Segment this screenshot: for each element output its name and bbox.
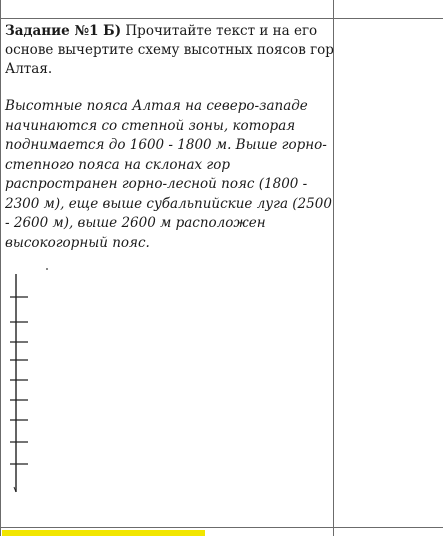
task-heading bbox=[5, 22, 335, 79]
altitude-scale-axis bbox=[0, 262, 80, 498]
highlighted-text-fragment bbox=[2, 530, 205, 536]
stray-dot bbox=[46, 268, 48, 270]
task-instruction: Прочитайте текст и на его основе вычертите схему высотных поясов гор Алтая. bbox=[5, 23, 334, 77]
task-passage: Высотные пояса Алтая на северо-западе начинаются со степной зоны, которая поднимается до 1600 - 1800 м. Выше горно-степного пояса на склонах гор распространен горно-лесной пояс (1800 - 2300 м), еще выше субальпийские луга (2500 - 2600 м), выше 2600 м расположен высокогорный пояс. bbox=[5, 98, 332, 251]
axis-tick-marks bbox=[10, 297, 28, 464]
task-number-label: Задание №1 Б) bbox=[5, 23, 122, 39]
table-border-top bbox=[0, 18, 443, 19]
table-column-divider bbox=[333, 0, 334, 536]
table-border-bottom bbox=[0, 527, 443, 528]
